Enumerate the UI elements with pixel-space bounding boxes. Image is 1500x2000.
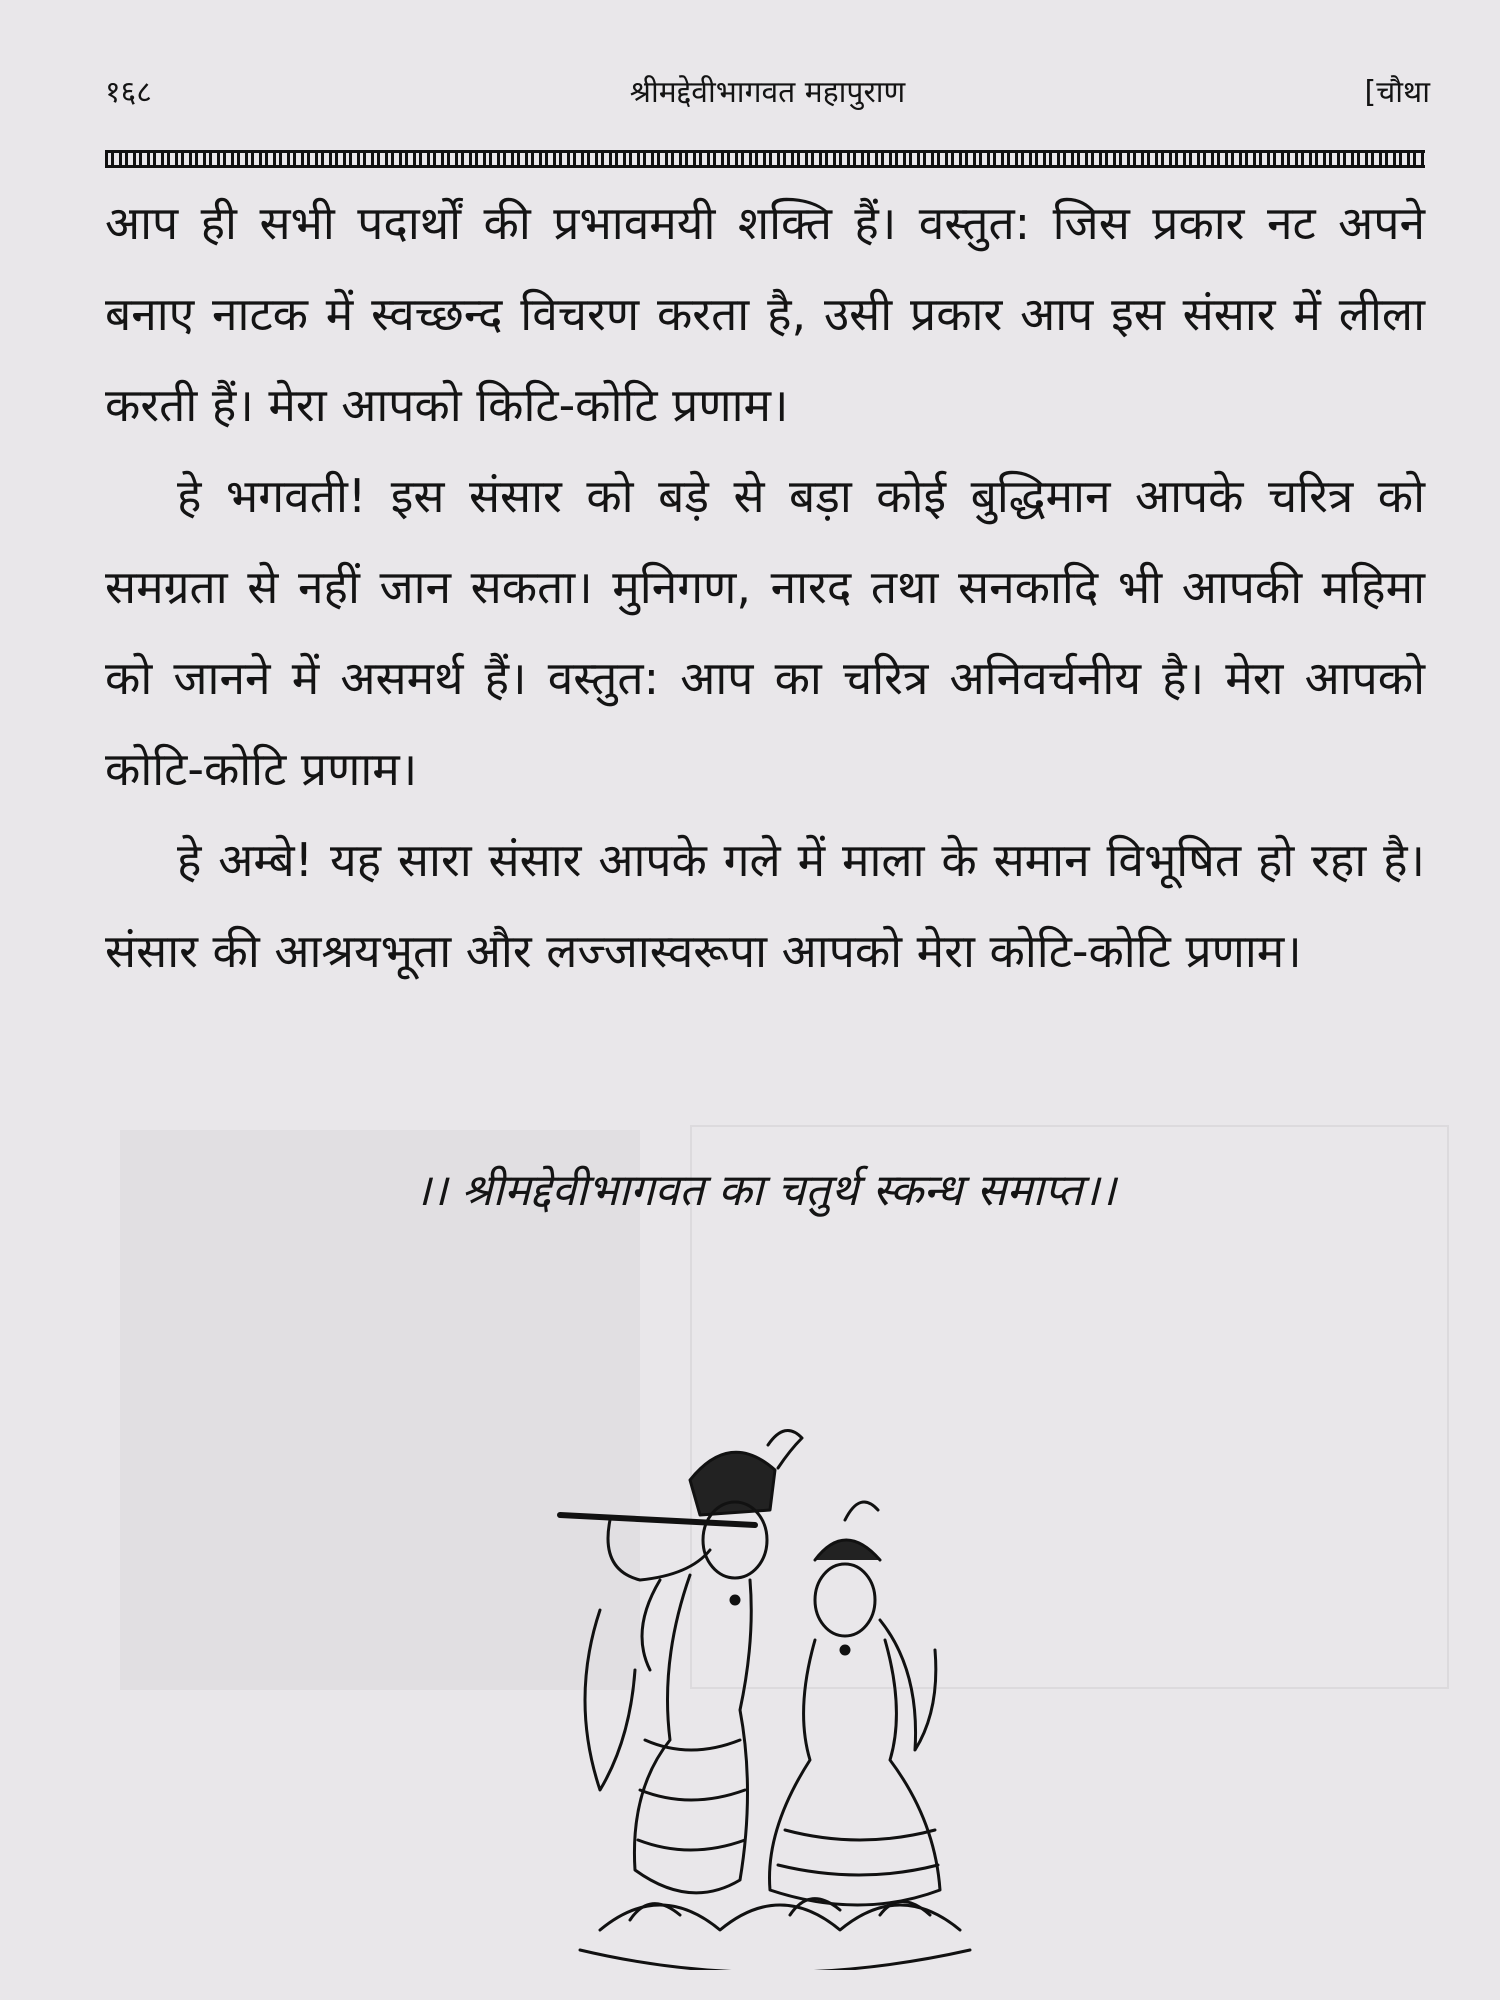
section-marker: [चौथा <box>1364 75 1430 110</box>
chapter-end-colophon: ।। श्रीमद्देवीभागवत का चतुर्थ स्कन्ध समाप्त।। <box>414 1165 1116 1216</box>
krishna-radha-illustration <box>540 1410 1000 1970</box>
page-number: १६८ <box>105 75 152 110</box>
book-title: श्रीमद्देवीभागवत महापुराण <box>629 75 906 110</box>
paragraph: हे अम्बे! यह सारा संसार आपके गले में माला के समान विभूषित हो रहा है। संसार की आश्रयभूता और लज्जास्वरूपा आपको मेरा कोटि-कोटि प्रणाम। <box>105 833 1425 978</box>
running-header <box>105 70 1430 120</box>
body-text <box>105 178 1425 997</box>
decorative-border <box>105 150 1425 168</box>
paragraph: आप ही सभी पदार्थों की प्रभावमयी शक्ति हैं। वस्तुत: जिस प्रकार नट अपने बनाए नाटक में स्वच्छन्द विचरण करता है, उसी प्रकार आप इस संसार में लीला करती हैं। मेरा आपको किटि-कोटि प्रणाम। <box>105 196 1425 432</box>
paragraph: हे भगवती! इस संसार को बड़े से बड़ा कोई बुद्धिमान आपके चरित्र को समग्रता से नहीं जान सकता। मुनिगण, नारद तथा सनकादि भी आपकी महिमा को जानने में असमर्थ हैं। वस्तुत: आप का चरित्र अनिवर्चनीय है। मेरा आपको कोटि-कोटि प्रणाम। <box>105 469 1425 796</box>
